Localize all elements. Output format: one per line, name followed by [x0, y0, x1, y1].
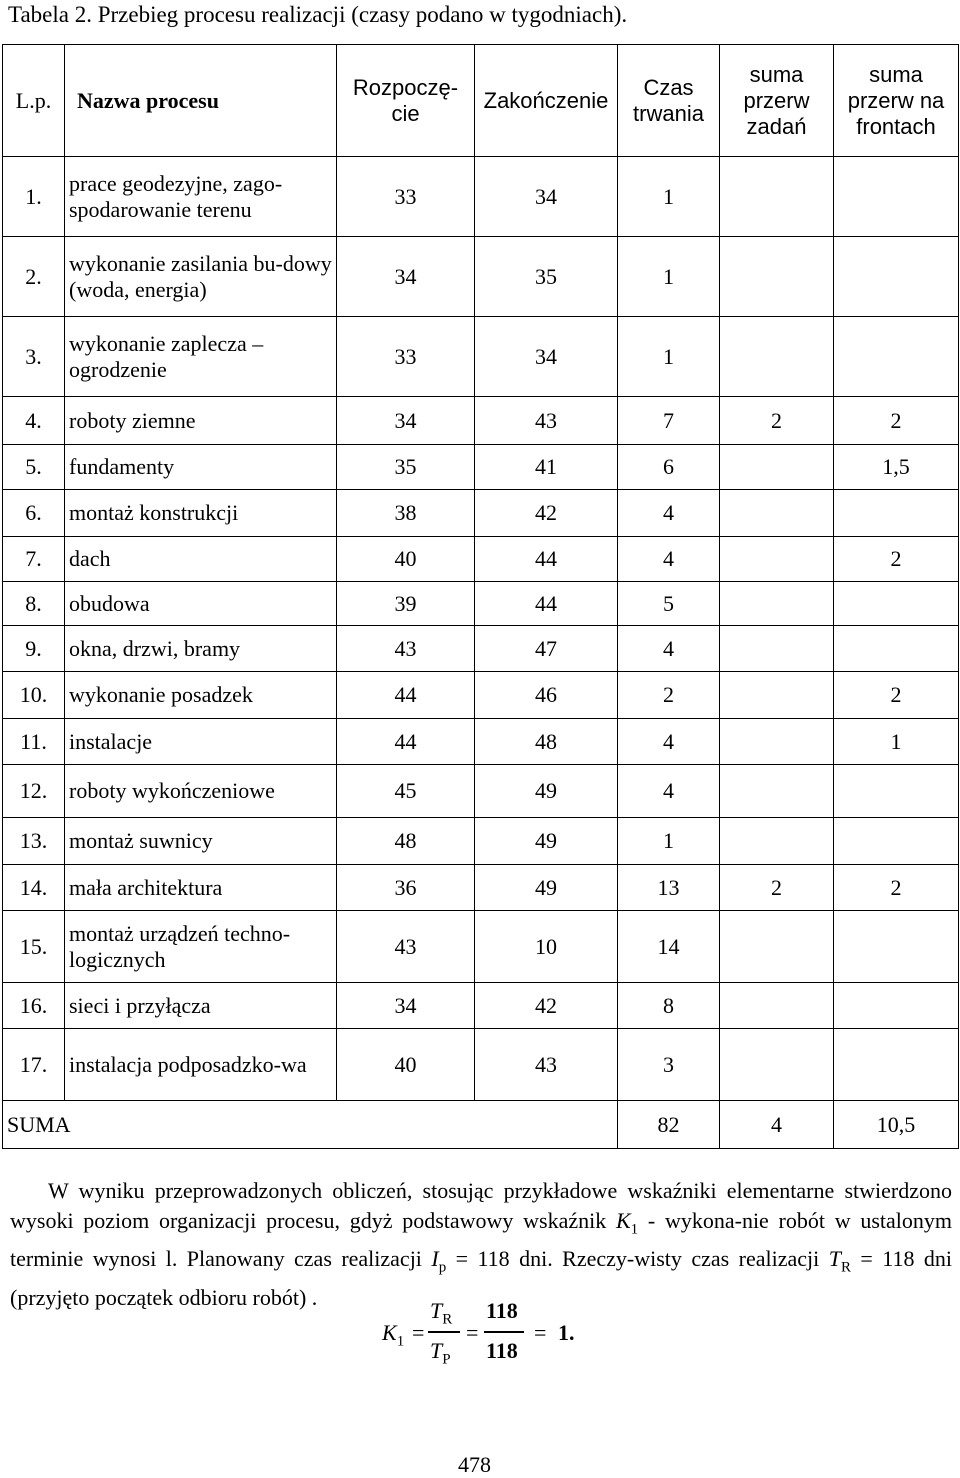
row-task-breaks	[720, 672, 834, 719]
header-end: Zakończenie	[475, 45, 618, 157]
row-duration: 1	[618, 818, 720, 865]
row-task-breaks	[720, 317, 834, 397]
table-row	[3, 818, 959, 865]
formula-tp: $T_P$	[430, 1338, 451, 1368]
k1-formula	[382, 1298, 642, 1368]
row-task-breaks	[720, 1029, 834, 1101]
row-duration: 6	[618, 445, 720, 490]
row-start: 33	[337, 157, 475, 237]
row-duration: 4	[618, 719, 720, 765]
table-row	[3, 626, 959, 672]
row-front-breaks	[834, 582, 959, 626]
formula-eq2: =	[466, 1320, 479, 1345]
row-front-breaks: 2	[834, 537, 959, 582]
sum-label: SUMA	[3, 1101, 618, 1149]
header-duration: Czas trwania	[618, 45, 720, 157]
row-lp: 13.	[3, 818, 65, 865]
row-lp: 14.	[3, 865, 65, 911]
row-end: 44	[475, 537, 618, 582]
table-row	[3, 237, 959, 317]
row-start: 38	[337, 490, 475, 537]
table-row	[3, 865, 959, 911]
row-lp: 7.	[3, 537, 65, 582]
row-duration: 4	[618, 537, 720, 582]
row-name: montaż urządzeń techno-logicznych	[65, 911, 337, 983]
row-start: 39	[337, 582, 475, 626]
k-symbol: K	[615, 1208, 631, 1233]
table-row	[3, 582, 959, 626]
row-end: 48	[475, 719, 618, 765]
row-front-breaks	[834, 317, 959, 397]
row-task-breaks	[720, 537, 834, 582]
row-task-breaks	[720, 911, 834, 983]
row-lp: 3.	[3, 317, 65, 397]
row-end: 42	[475, 983, 618, 1029]
row-duration: 1	[618, 237, 720, 317]
row-front-breaks: 2	[834, 397, 959, 445]
row-end: 10	[475, 911, 618, 983]
row-front-breaks: 1,5	[834, 445, 959, 490]
row-lp: 11.	[3, 719, 65, 765]
row-front-breaks: 1	[834, 719, 959, 765]
header-task-breaks: suma przerw zadań	[720, 45, 834, 157]
row-task-breaks	[720, 490, 834, 537]
row-lp: 6.	[3, 490, 65, 537]
row-task-breaks	[720, 445, 834, 490]
row-task-breaks	[720, 818, 834, 865]
row-task-breaks	[720, 157, 834, 237]
header-start: Rozpoczę-cie	[337, 45, 475, 157]
row-end: 44	[475, 582, 618, 626]
row-end: 49	[475, 765, 618, 818]
row-lp: 2.	[3, 237, 65, 317]
row-name: wykonanie zaplecza – ogrodzenie	[65, 317, 337, 397]
header-front-breaks: suma przerw na frontach	[834, 45, 959, 157]
row-start: 35	[337, 445, 475, 490]
row-name: dach	[65, 537, 337, 582]
row-duration: 8	[618, 983, 720, 1029]
table-row	[3, 911, 959, 983]
table-row	[3, 765, 959, 818]
row-front-breaks	[834, 157, 959, 237]
row-name: montaż suwnicy	[65, 818, 337, 865]
row-lp: 15.	[3, 911, 65, 983]
header-lp: L.p.	[3, 45, 65, 157]
table-row	[3, 490, 959, 537]
row-duration: 2	[618, 672, 720, 719]
row-start: 33	[337, 317, 475, 397]
paragraph-part3: = 118 dni. Rzeczy-wisty czas realizacji	[446, 1246, 829, 1272]
row-name: instalacja podposadzko-wa	[65, 1029, 337, 1101]
row-duration: 4	[618, 765, 720, 818]
sum-row	[3, 1101, 959, 1149]
paragraph-part2: - wykona-nie robót w ustalonym terminie wynosi l. Planowany czas realizacji	[10, 1208, 952, 1272]
formula-eq3: =	[534, 1320, 547, 1345]
row-duration: 1	[618, 317, 720, 397]
row-name: wykonanie zasilania bu-dowy (woda, energia)	[65, 237, 337, 317]
k-subscript: 1	[630, 1221, 639, 1238]
row-start: 43	[337, 911, 475, 983]
row-end: 43	[475, 1029, 618, 1101]
row-front-breaks: 2	[834, 672, 959, 719]
row-task-breaks	[720, 582, 834, 626]
fraction-bar-1	[428, 1331, 460, 1333]
row-duration: 5	[618, 582, 720, 626]
row-lp: 1.	[3, 157, 65, 237]
body-paragraph	[10, 1176, 952, 1313]
row-task-breaks	[720, 237, 834, 317]
formula-result: 1.	[558, 1320, 575, 1345]
row-start: 34	[337, 983, 475, 1029]
row-end: 34	[475, 317, 618, 397]
row-task-breaks: 2	[720, 865, 834, 911]
row-name: sieci i przyłącza	[65, 983, 337, 1029]
row-duration: 4	[618, 626, 720, 672]
row-front-breaks	[834, 490, 959, 537]
row-start: 40	[337, 1029, 475, 1101]
table-row	[3, 317, 959, 397]
row-name: mała architektura	[65, 865, 337, 911]
paragraph-part4: = 118 dni (przyjęto początek odbioru robót) .	[10, 1246, 953, 1310]
row-lp: 9.	[3, 626, 65, 672]
tr-symbol: T	[828, 1246, 841, 1272]
row-start: 34	[337, 397, 475, 445]
row-name: roboty wykończeniowe	[65, 765, 337, 818]
row-task-breaks	[720, 983, 834, 1029]
row-start: 48	[337, 818, 475, 865]
formula-k: $K_1$	[382, 1320, 405, 1350]
row-lp: 4.	[3, 397, 65, 445]
row-front-breaks	[834, 1029, 959, 1101]
row-front-breaks	[834, 765, 959, 818]
row-name: wykonanie posadzek	[65, 672, 337, 719]
table-row	[3, 719, 959, 765]
row-lp: 10.	[3, 672, 65, 719]
row-name: montaż konstrukcji	[65, 490, 337, 537]
row-task-breaks	[720, 765, 834, 818]
formula-eq1: =	[412, 1320, 425, 1345]
row-duration: 14	[618, 911, 720, 983]
table-row	[3, 1029, 959, 1101]
formula-tr: $T_R$	[430, 1298, 453, 1328]
row-lp: 16.	[3, 983, 65, 1029]
formula-den: 118	[486, 1338, 518, 1363]
row-end: 34	[475, 157, 618, 237]
row-end: 47	[475, 626, 618, 672]
tr-subscript: R	[840, 1259, 851, 1276]
row-start: 44	[337, 719, 475, 765]
row-end: 49	[475, 818, 618, 865]
formula-num: 118	[486, 1298, 518, 1323]
table-row	[3, 983, 959, 1029]
row-duration: 7	[618, 397, 720, 445]
row-start: 34	[337, 237, 475, 317]
fraction-bar-2	[484, 1331, 524, 1333]
row-task-breaks	[720, 626, 834, 672]
row-front-breaks	[834, 818, 959, 865]
row-name: obudowa	[65, 582, 337, 626]
table-header-row	[3, 45, 959, 157]
row-end: 43	[475, 397, 618, 445]
table-row	[3, 445, 959, 490]
row-start: 43	[337, 626, 475, 672]
sum-duration: 82	[618, 1101, 720, 1149]
row-front-breaks	[834, 237, 959, 317]
paragraph-part1: W wyniku przeprowadzonych obliczeń, stosując przykładowe wskaźniki elementarne stwierdzono wysoki poziom organizacji procesu, gdyż podstawowy wskaźnik	[10, 1178, 952, 1233]
row-end: 35	[475, 237, 618, 317]
row-lp: 5.	[3, 445, 65, 490]
row-task-breaks	[720, 719, 834, 765]
ip-symbol: I	[431, 1246, 439, 1272]
row-start: 44	[337, 672, 475, 719]
table-row	[3, 397, 959, 445]
sum-task-breaks: 4	[720, 1101, 834, 1149]
table-caption: Tabela 2. Przebieg procesu realizacji (czasy podano w tygodniach).	[8, 2, 628, 27]
table-row	[3, 157, 959, 237]
row-front-breaks	[834, 911, 959, 983]
row-start: 45	[337, 765, 475, 818]
row-start: 40	[337, 537, 475, 582]
header-name: Nazwa procesu	[65, 45, 337, 157]
row-end: 49	[475, 865, 618, 911]
table-row	[3, 537, 959, 582]
row-task-breaks: 2	[720, 397, 834, 445]
row-front-breaks: 2	[834, 865, 959, 911]
row-end: 46	[475, 672, 618, 719]
row-lp: 17.	[3, 1029, 65, 1101]
row-duration: 1	[618, 157, 720, 237]
ip-subscript: p	[438, 1259, 447, 1276]
row-duration: 4	[618, 490, 720, 537]
row-end: 42	[475, 490, 618, 537]
page-number: 478	[458, 1452, 491, 1477]
row-front-breaks	[834, 983, 959, 1029]
row-name: okna, drzwi, bramy	[65, 626, 337, 672]
row-lp: 12.	[3, 765, 65, 818]
table-row	[3, 672, 959, 719]
row-name: prace geodezyjne, zago-spodarowanie terenu	[65, 157, 337, 237]
row-name: fundamenty	[65, 445, 337, 490]
process-table	[2, 44, 959, 1149]
row-name: instalacje	[65, 719, 337, 765]
row-end: 41	[475, 445, 618, 490]
row-duration: 3	[618, 1029, 720, 1101]
row-lp: 8.	[3, 582, 65, 626]
sum-front-breaks: 10,5	[834, 1101, 959, 1149]
row-name: roboty ziemne	[65, 397, 337, 445]
row-front-breaks	[834, 626, 959, 672]
row-duration: 13	[618, 865, 720, 911]
row-start: 36	[337, 865, 475, 911]
